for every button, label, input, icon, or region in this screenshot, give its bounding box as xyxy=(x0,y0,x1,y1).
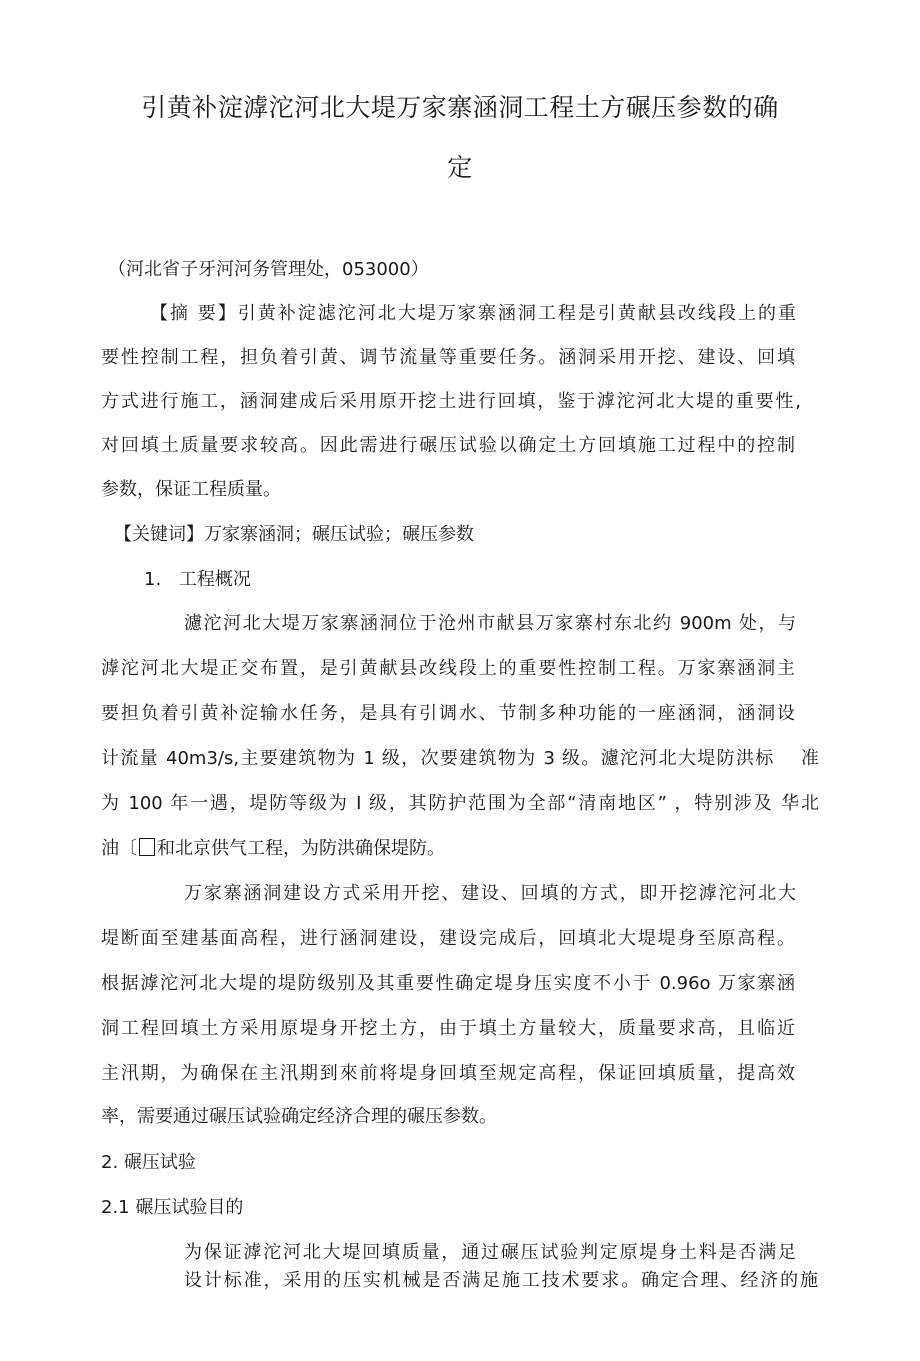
abstract-line: 对回填土质量要求较高。因此需进行碾压试验以确定土方回填施工过程中的控制 xyxy=(101,435,795,456)
text-fragment: 和北京供气工程，为防洪确保堤防。 xyxy=(157,838,445,859)
section-1-paragraph-line: 堤断面至建基面高程，进行涵洞建设，建设完成后，回填北大堤堤身至原高程。 xyxy=(101,928,795,949)
section-1-paragraph-line: 根据滹沱河北大堤的堤防级别及其重要性确定堤身压实度不小于 0.96o 万家寨涵 xyxy=(101,973,795,994)
abstract-line: 方式进行施工，涵洞建成后采用原开挖土进行回填，鉴于滹沱河北大堤的重要性, xyxy=(101,391,801,412)
abstract-line: 要性控制工程，担负着引黄、调节流量等重要任务。涵洞采用开挖、建设、回填 xyxy=(101,347,795,368)
section-1-paragraph-line: 计流量 40m3/s,主要建筑物为 1 级，次要建筑物为 3 级。濾沱河北大堤防洪标 准 xyxy=(101,748,819,769)
section-1-heading xyxy=(144,565,251,591)
section-2-paragraph-line: 为保证滹沱河北大堤回填质量，通过碾压试验判定原堤身土料是否满足 xyxy=(184,1242,796,1263)
section-1-paragraph-line: 濾沱河北大堤万家寨涵洞位于沧州市献县万家寨村东北约 900m 处，与 xyxy=(184,613,796,634)
document-title-line-1: 引黄补淀滹沱河北大堤万家寨涵洞工程土方碾压参数的确 xyxy=(141,93,779,122)
section-1-title: 工程概况 xyxy=(178,569,251,590)
section-1-paragraph-line: 为 100 年一遇，堤防等级为 I 级，其防护范围为全部“清南地区” ，特别涉及 华北 xyxy=(101,793,819,814)
section-1-paragraph-line: 滹沱河北大堤正交布置，是引黄献县改线段上的重要性控制工程。万家寨涵洞主 xyxy=(101,658,795,679)
section-1-paragraph-line: 要担负着引黄补淀输水任务，是具有引调水、节制多种功能的一座涵洞，涵洞设 xyxy=(101,703,795,724)
abstract-line: 参数，保证工程质量。 xyxy=(101,479,281,500)
document-title-line-2: 定 xyxy=(447,153,473,182)
section-1-paragraph-line: 率，需要通过碾压试验确定经济合理的碾压参数。 xyxy=(101,1106,497,1127)
keywords-line: 【关键词】万家寨涵洞；碾压试验；碾压参数 xyxy=(114,524,474,545)
abstract-line: 【摘 要】引黄补淀滤沱河北大堤万家寨涵洞工程是引黄献县改线段上的重 xyxy=(150,303,796,324)
section-1-number: 1. xyxy=(144,569,162,590)
author-affiliation: （河北省子牙河河务管理处，053000） xyxy=(108,259,429,280)
section-2-heading: 2. 碾压试验 xyxy=(101,1152,196,1173)
section-1-paragraph-line xyxy=(101,834,445,860)
missing-glyph-box xyxy=(139,838,155,856)
section-1-paragraph-line: 洞工程回填土方采用原堤身开挖土方，由于填土方量较大，质量要求高，且临近 xyxy=(101,1018,795,1039)
section-1-paragraph-line: 主汛期，为确保在主汛期到來前将堤身回填至规定高程，保证回填质量，提高效 xyxy=(101,1063,795,1084)
text-fragment: 油〔 xyxy=(101,838,137,859)
section-1-paragraph-line: 万家寨涵洞建设方式采用开挖、建设、回填的方式，即开挖滹沱河北大 xyxy=(184,883,796,904)
section-2-1-heading: 2.1 碾压试验目的 xyxy=(101,1197,244,1218)
section-2-paragraph-line: 设计标准，采用的压实机械是否满足施工技术要求。确定合理、经济的施 xyxy=(184,1270,818,1291)
